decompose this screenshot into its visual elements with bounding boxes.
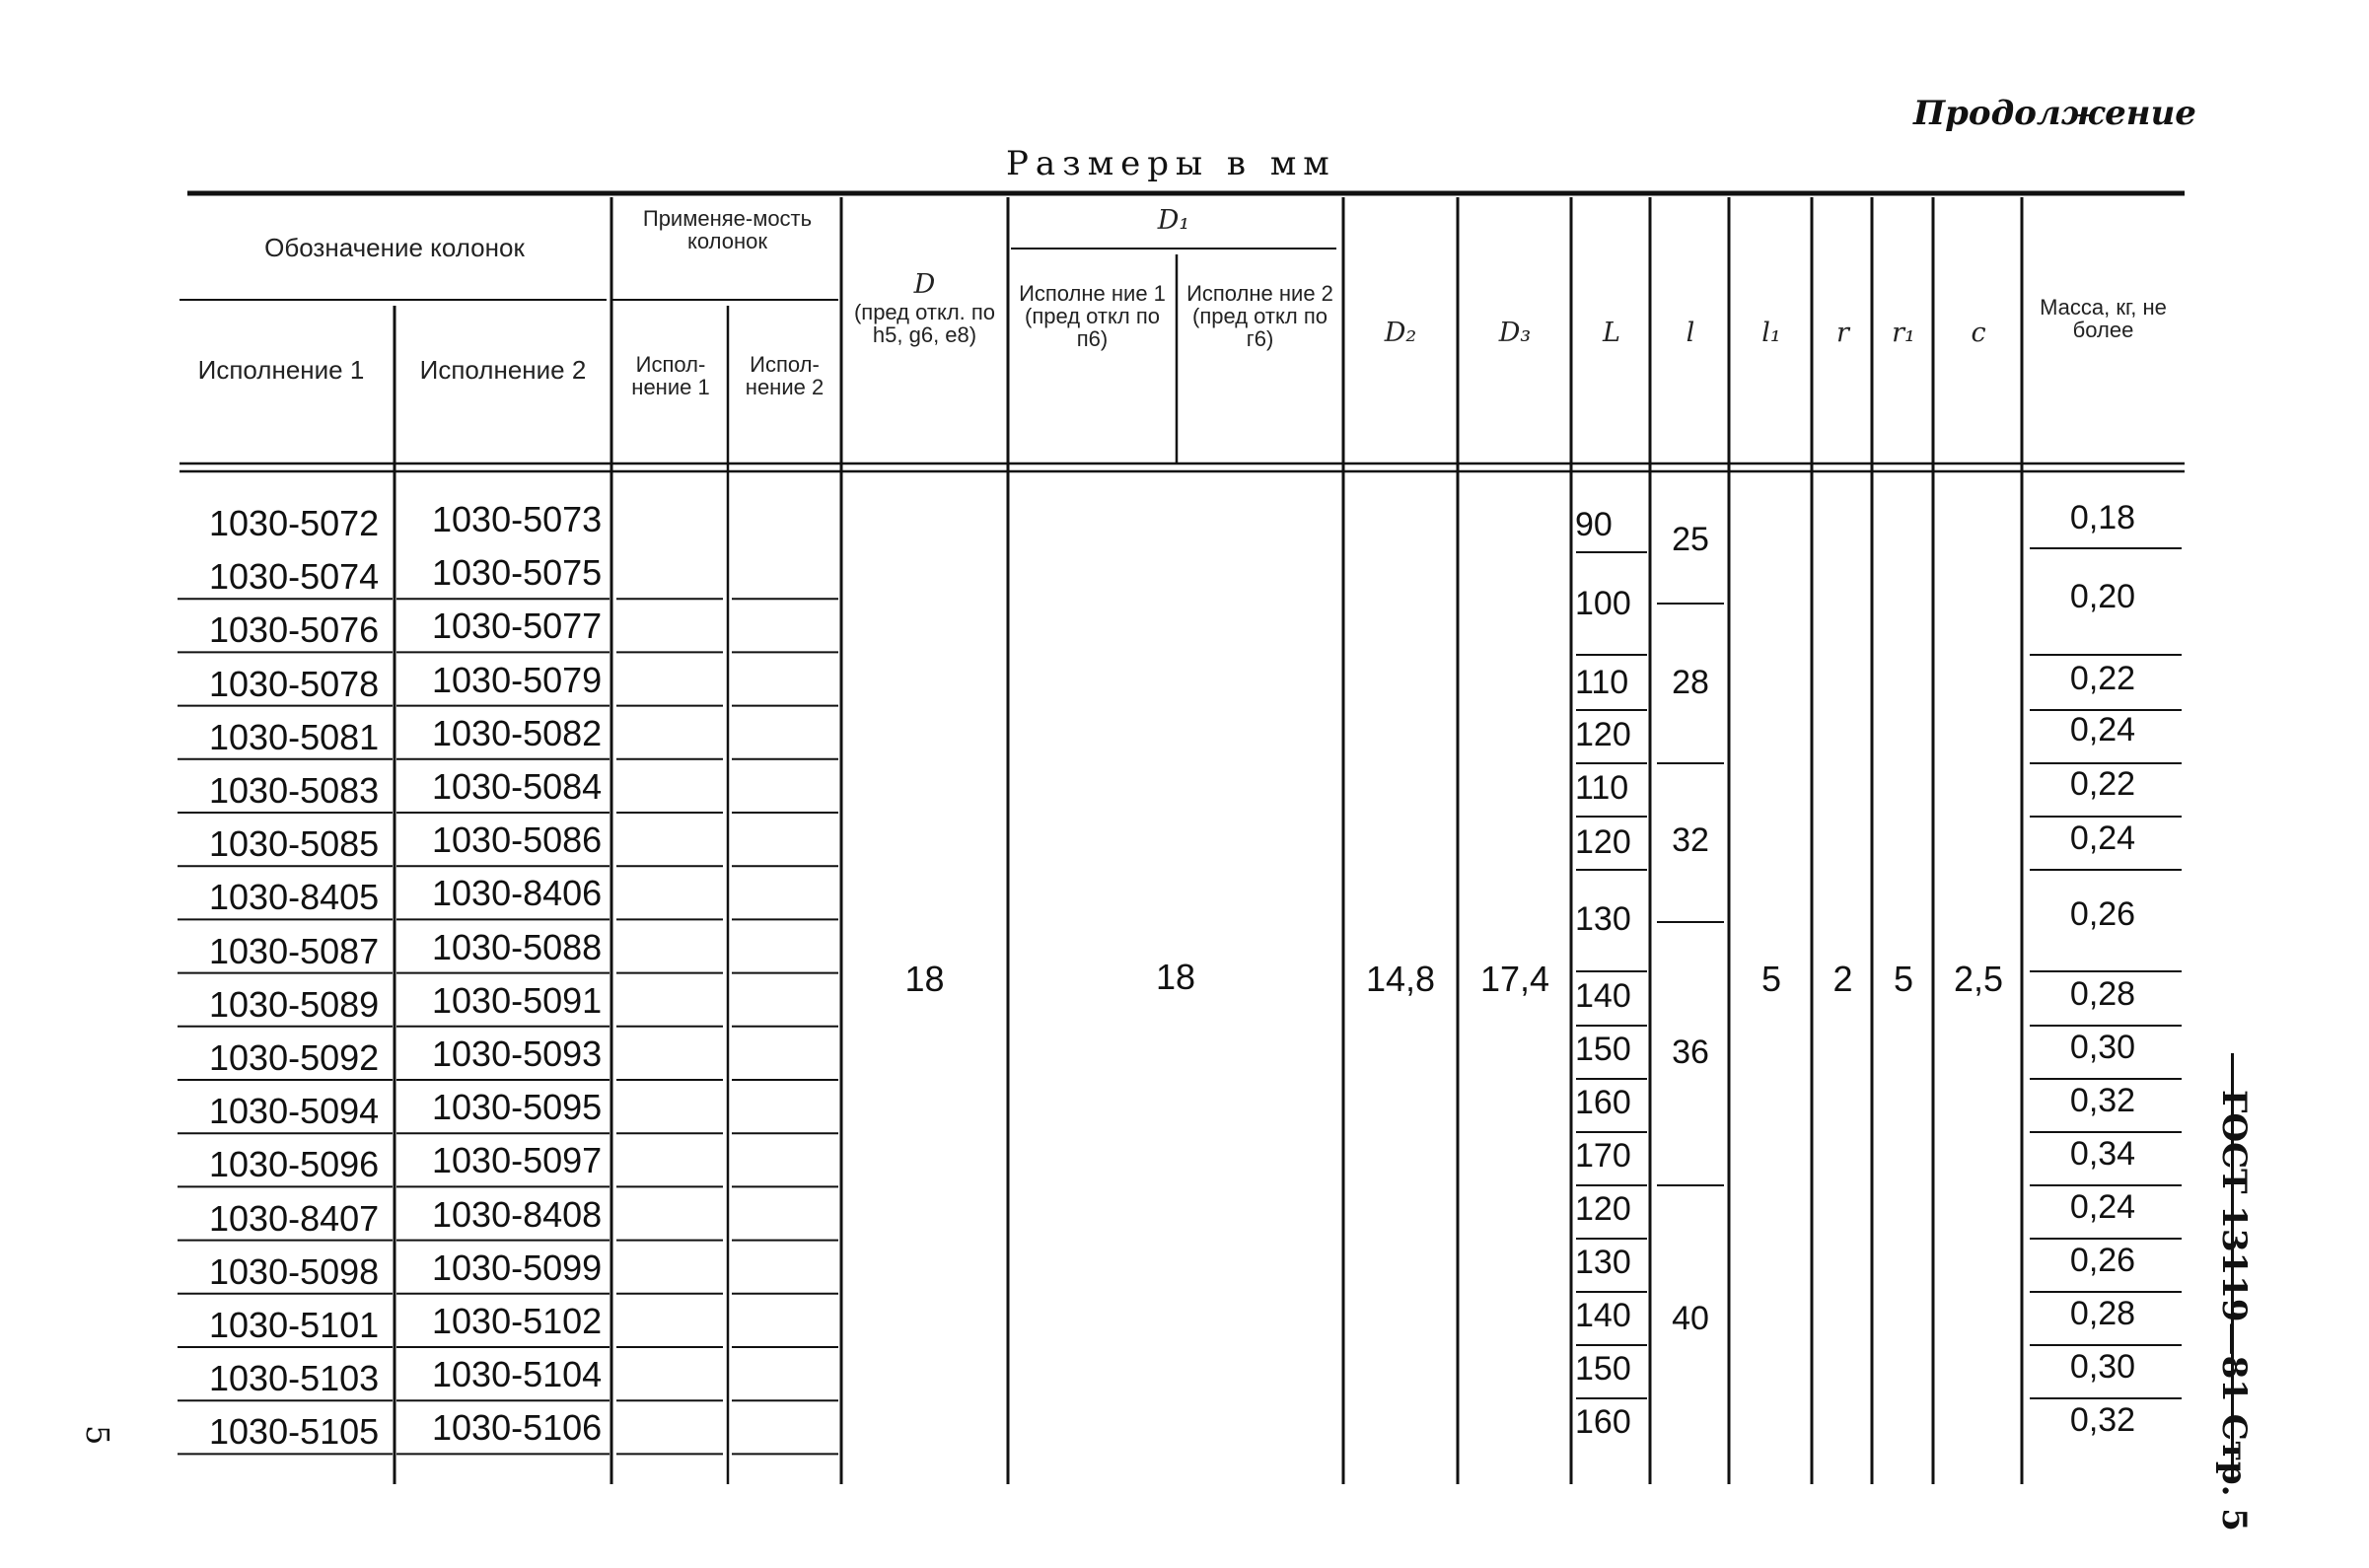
header-r1: r₁ bbox=[1892, 318, 1915, 348]
row-version-1: 1030-5083 bbox=[209, 770, 380, 811]
header-D-note: (пред откл. по h5, g6, e8) bbox=[853, 300, 996, 348]
value-L: 160 bbox=[1575, 1403, 1631, 1441]
value-l: 32 bbox=[1672, 821, 1709, 859]
value-c: 2,5 bbox=[1953, 959, 2004, 999]
row-version-2: 1030-5093 bbox=[432, 1033, 603, 1074]
row-version-2: 1030-5106 bbox=[432, 1407, 603, 1449]
row-version-1: 1030-5074 bbox=[209, 556, 380, 598]
header-c: c bbox=[1971, 318, 1986, 348]
continuation-label: Продолжение bbox=[1913, 94, 2196, 133]
value-D: 18 bbox=[904, 959, 945, 999]
row-version-2: 1030-5084 bbox=[432, 766, 603, 807]
header-appl-1: Испол-нение 1 bbox=[631, 352, 710, 400]
row-version-2: 1030-5073 bbox=[432, 499, 603, 539]
header-D1-version-2: Исполне ние 2 (пред откл по г6) bbox=[1186, 281, 1333, 352]
value-L: 150 bbox=[1575, 1350, 1631, 1388]
value-D1: 18 bbox=[1155, 957, 1196, 997]
header-appl-2: Испол-нение 2 bbox=[745, 352, 825, 400]
row-version-1: 1030-8407 bbox=[209, 1197, 380, 1239]
row-version-2: 1030-5077 bbox=[432, 606, 603, 647]
row-version-1: 1030-5076 bbox=[209, 609, 380, 651]
value-mass: 0,32 bbox=[2069, 1401, 2136, 1439]
value-mass: 0,28 bbox=[2069, 1295, 2136, 1332]
value-l: 28 bbox=[1672, 664, 1709, 701]
row-version-1: 1030-5089 bbox=[209, 983, 380, 1025]
row-version-1: 1030-5092 bbox=[209, 1037, 380, 1078]
row-version-1: 1030-5098 bbox=[209, 1250, 380, 1292]
value-L: 160 bbox=[1575, 1084, 1631, 1121]
value-L: 140 bbox=[1575, 977, 1631, 1015]
value-mass: 0,32 bbox=[2069, 1082, 2136, 1119]
header-designation: Обозначение колонок bbox=[264, 233, 525, 262]
value-L: 110 bbox=[1575, 664, 1629, 701]
header-applicability: Применяе-мость колонок bbox=[642, 206, 813, 254]
row-version-2: 1030-5086 bbox=[432, 820, 603, 861]
row-version-2: 1030-5104 bbox=[432, 1354, 603, 1395]
value-L: 120 bbox=[1575, 823, 1631, 861]
value-r: 2 bbox=[1832, 959, 1853, 999]
value-mass: 0,30 bbox=[2069, 1029, 2136, 1066]
row-version-2: 1030-8408 bbox=[432, 1193, 603, 1235]
value-l: 25 bbox=[1672, 521, 1709, 558]
value-D2: 14,8 bbox=[1365, 959, 1436, 999]
header-D2: D₂ bbox=[1384, 318, 1417, 348]
value-L: 120 bbox=[1575, 1190, 1631, 1228]
value-mass: 0,26 bbox=[2069, 895, 2136, 933]
value-L: 90 bbox=[1575, 506, 1613, 543]
row-version-1: 1030-5096 bbox=[209, 1144, 380, 1185]
value-r1: 5 bbox=[1893, 959, 1914, 999]
value-D3: 17,4 bbox=[1479, 959, 1550, 999]
row-version-1: 1030-5105 bbox=[209, 1411, 380, 1453]
row-version-2: 1030-5082 bbox=[432, 712, 603, 753]
value-L: 130 bbox=[1575, 1244, 1631, 1281]
row-version-2: 1030-5102 bbox=[432, 1301, 603, 1341]
value-L: 100 bbox=[1575, 585, 1631, 622]
row-version-2: 1030-5097 bbox=[432, 1140, 603, 1181]
value-L: 170 bbox=[1575, 1137, 1631, 1175]
page-number: 5 bbox=[79, 1425, 116, 1446]
value-L: 140 bbox=[1575, 1297, 1631, 1334]
units-caption: Размеры в мм bbox=[1006, 144, 1336, 183]
header-D1-version-1: Исполне ние 1 (пред откл по п6) bbox=[1019, 281, 1166, 352]
value-mass: 0,28 bbox=[2069, 975, 2136, 1013]
value-mass: 0,22 bbox=[2069, 660, 2136, 697]
row-version-2: 1030-5075 bbox=[432, 552, 603, 594]
header-D: D bbox=[913, 269, 936, 300]
header-r: r bbox=[1836, 318, 1849, 348]
row-version-1: 1030-5094 bbox=[209, 1091, 380, 1132]
row-version-1: 1030-8405 bbox=[209, 877, 380, 918]
row-version-1: 1030-5087 bbox=[209, 930, 380, 971]
header-L: L bbox=[1603, 318, 1620, 348]
header-D3: D₃ bbox=[1498, 318, 1532, 348]
value-l: 40 bbox=[1672, 1300, 1709, 1337]
value-L: 150 bbox=[1575, 1031, 1631, 1068]
side-caption: ГОСТ 13119—81 Стр. 5 bbox=[2214, 1090, 2254, 1532]
value-l: 36 bbox=[1672, 1033, 1709, 1071]
row-version-1: 1030-5085 bbox=[209, 823, 380, 865]
value-mass: 0,26 bbox=[2069, 1242, 2136, 1279]
value-mass: 0,22 bbox=[2069, 765, 2136, 803]
value-mass: 0,20 bbox=[2069, 578, 2136, 615]
row-version-2: 1030-5095 bbox=[432, 1087, 603, 1128]
header-version-1: Исполнение 1 bbox=[197, 355, 365, 385]
row-version-2: 1030-5091 bbox=[432, 979, 603, 1021]
value-L: 120 bbox=[1575, 716, 1631, 753]
row-version-2: 1030-5088 bbox=[432, 926, 603, 967]
row-version-2: 1030-5079 bbox=[432, 659, 603, 700]
row-version-1: 1030-5101 bbox=[209, 1305, 380, 1345]
row-version-1: 1030-5081 bbox=[209, 716, 380, 757]
row-version-2: 1030-5099 bbox=[432, 1247, 603, 1288]
value-mass: 0,30 bbox=[2069, 1348, 2136, 1386]
value-mass: 0,24 bbox=[2069, 1188, 2136, 1226]
row-version-2: 1030-8406 bbox=[432, 873, 603, 914]
header-D1: D₁ bbox=[1157, 205, 1190, 236]
value-mass: 0,24 bbox=[2069, 820, 2136, 857]
value-mass: 0,18 bbox=[2069, 499, 2136, 536]
value-mass: 0,24 bbox=[2069, 711, 2136, 748]
header-version-2: Исполнение 2 bbox=[419, 355, 587, 385]
row-version-1: 1030-5078 bbox=[209, 663, 380, 704]
header-l1: l₁ bbox=[1761, 318, 1781, 348]
row-version-1: 1030-5072 bbox=[209, 503, 380, 543]
value-l1: 5 bbox=[1760, 959, 1782, 999]
value-L: 130 bbox=[1575, 900, 1631, 938]
row-version-1: 1030-5103 bbox=[209, 1358, 380, 1399]
header-mass: Масса, кг, не более bbox=[2040, 295, 2167, 343]
value-L: 110 bbox=[1575, 769, 1629, 807]
header-l: l bbox=[1686, 318, 1695, 348]
value-mass: 0,34 bbox=[2069, 1135, 2136, 1173]
